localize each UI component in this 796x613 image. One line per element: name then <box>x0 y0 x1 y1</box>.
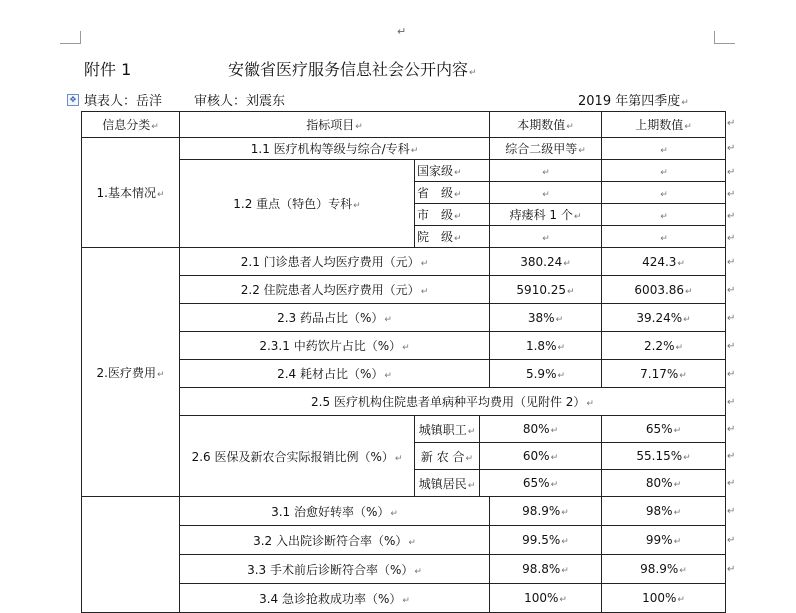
row-end-mark: ↵ <box>727 285 736 296</box>
indicator-label: 1.2 重点（特色）专科↵ <box>180 160 415 248</box>
row-end-mark: ↵ <box>727 478 736 489</box>
previous-value: 2.2%↵ <box>602 332 726 360</box>
filler-name: 填表人：岳洋 <box>84 94 163 109</box>
row-end-mark: ↵ <box>727 118 736 129</box>
level-label: 国家级↵ <box>415 160 490 182</box>
table-row <box>82 138 726 160</box>
row-end-mark: ↵ <box>727 451 736 462</box>
table-move-handle-icon[interactable]: ✥ <box>67 94 79 106</box>
report-period: 2019 年第四季度↵ <box>578 94 689 109</box>
indicator-label: 2.1 门诊患者人均医疗费用（元）↵ <box>180 248 490 276</box>
current-value: 5910.25↵ <box>490 276 602 304</box>
previous-value: 7.17%↵ <box>602 360 726 388</box>
header-indicator: 指标项目↵ <box>180 112 490 138</box>
header-previous: 上期数值↵ <box>602 112 726 138</box>
crop-mark-top-right <box>714 31 735 44</box>
previous-value: 55.15%↵ <box>602 443 726 470</box>
row-end-mark: ↵ <box>727 369 736 380</box>
row-end-mark: ↵ <box>727 564 736 575</box>
current-value: 80%↵ <box>480 416 602 443</box>
row-end-mark: ↵ <box>727 167 736 178</box>
previous-value: 65%↵ <box>602 416 726 443</box>
current-value: 65%↵ <box>480 470 602 497</box>
current-value: 380.24↵ <box>490 248 602 276</box>
previous-value: 39.24%↵ <box>602 304 726 332</box>
indicator-label: 2.6 医保及新农合实际报销比例（%）↵ <box>180 416 415 497</box>
indicator-label: 2.4 耗材占比（%）↵ <box>180 360 490 388</box>
header-category: 信息分类↵ <box>82 112 180 138</box>
reviewer-name: 审核人：刘震东 <box>194 94 286 109</box>
table-row <box>82 248 726 276</box>
current-value: ↵ <box>490 226 602 248</box>
indicator-label: 1.1 医疗机构等级与综合/专科↵ <box>180 138 490 160</box>
group-label: 城镇居民↵ <box>415 470 480 497</box>
crop-mark-top-left <box>60 31 81 44</box>
row-end-mark: ↵ <box>727 257 736 268</box>
table-info-row <box>84 90 724 108</box>
previous-value: 99%↵ <box>602 526 726 555</box>
row-end-mark: ↵ <box>727 424 736 435</box>
row-end-mark: ↵ <box>727 211 736 222</box>
previous-value: ↵ <box>602 182 726 204</box>
group-label: 城镇职工↵ <box>415 416 480 443</box>
row-end-mark: ↵ <box>727 341 736 352</box>
current-value: 99.5%↵ <box>490 526 602 555</box>
section-medical-costs: 2.医疗费用↵ <box>82 248 180 497</box>
row-end-mark: ↵ <box>727 143 736 154</box>
disclosure-table <box>81 111 726 613</box>
section-basic-info: 1.基本情况↵ <box>82 138 180 248</box>
row-end-mark: ↵ <box>727 189 736 200</box>
current-value: 98.9%↵ <box>490 497 602 526</box>
row-end-mark: ↵ <box>727 313 736 324</box>
row-end-mark: ↵ <box>727 233 736 244</box>
current-value: 痔瘘科 1 个↵ <box>490 204 602 226</box>
level-label: 省 级↵ <box>415 182 490 204</box>
header-current: 本期数值↵ <box>490 112 602 138</box>
previous-value: 424.3↵ <box>602 248 726 276</box>
annex-label: 附件 1 <box>84 60 132 79</box>
previous-value: 6003.86↵ <box>602 276 726 304</box>
previous-value: 98%↵ <box>602 497 726 526</box>
current-value: 1.8%↵ <box>490 332 602 360</box>
previous-value: 100%↵ <box>602 584 726 613</box>
title-row <box>84 57 724 81</box>
current-value: 60%↵ <box>480 443 602 470</box>
level-label: 院 级↵ <box>415 226 490 248</box>
row-end-mark: ↵ <box>727 506 736 517</box>
section-medical-quality <box>82 497 180 613</box>
indicator-label: 2.5 医疗机构住院患者单病种平均费用（见附件 2）↵ <box>180 388 726 416</box>
current-value: 100%↵ <box>490 584 602 613</box>
indicator-label: 3.1 治愈好转率（%）↵ <box>180 497 490 526</box>
document-title: 安徽省医疗服务信息社会公开内容↵ <box>228 60 477 79</box>
indicator-label: 3.2 入出院诊断符合率（%）↵ <box>180 526 490 555</box>
indicator-label: 2.3.1 中药饮片占比（%）↵ <box>180 332 490 360</box>
previous-value: ↵ <box>602 138 726 160</box>
previous-value: 98.9%↵ <box>602 555 726 584</box>
paragraph-mark: ↵ <box>397 25 407 38</box>
row-end-mark: ↵ <box>727 535 736 546</box>
current-value: 98.8%↵ <box>490 555 602 584</box>
header-row <box>82 112 726 138</box>
indicator-label: 2.2 住院患者人均医疗费用（元）↵ <box>180 276 490 304</box>
group-label: 新 农 合↵ <box>415 443 480 470</box>
previous-value: ↵ <box>602 160 726 182</box>
indicator-label: 2.3 药品占比（%）↵ <box>180 304 490 332</box>
table-row <box>82 497 726 526</box>
current-value: 38%↵ <box>490 304 602 332</box>
current-value: ↵ <box>490 182 602 204</box>
level-label: 市 级↵ <box>415 204 490 226</box>
indicator-label: 3.3 手术前后诊断符合率（%）↵ <box>180 555 490 584</box>
previous-value: 80%↵ <box>602 470 726 497</box>
row-end-mark: ↵ <box>727 397 736 408</box>
previous-value: ↵ <box>602 204 726 226</box>
current-value: 综合二级甲等↵ <box>490 138 602 160</box>
current-value: 5.9%↵ <box>490 360 602 388</box>
indicator-label: 3.4 急诊抢救成功率（%）↵ <box>180 584 490 613</box>
current-value: ↵ <box>490 160 602 182</box>
previous-value: ↵ <box>602 226 726 248</box>
